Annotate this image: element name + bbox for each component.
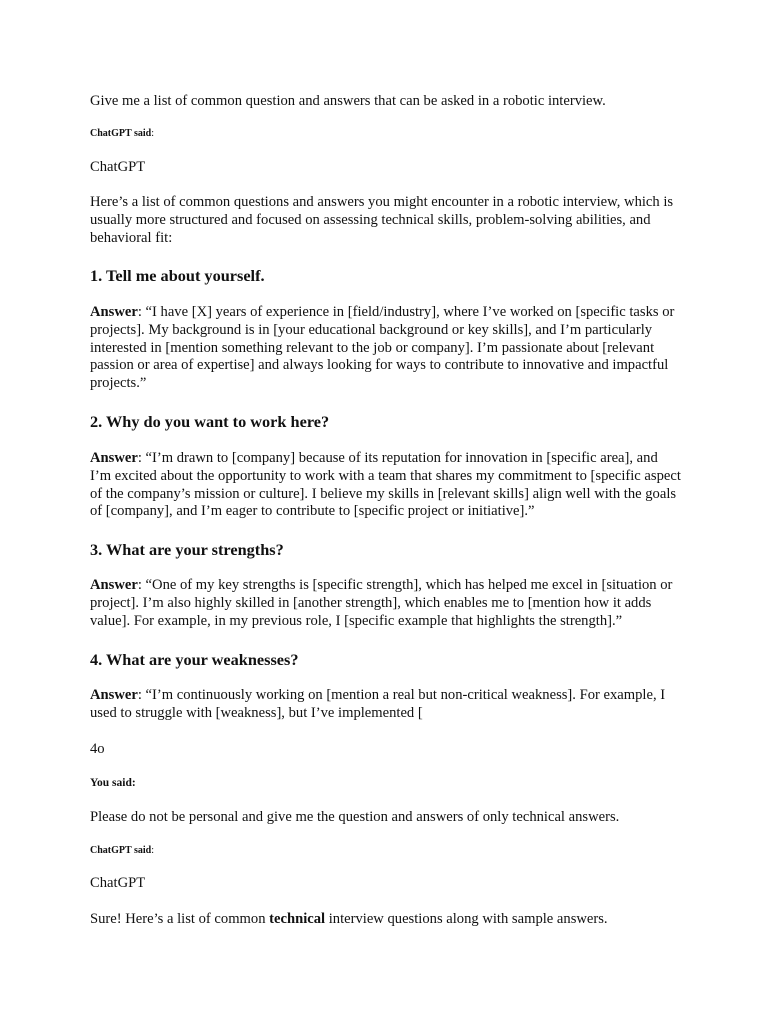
user-prompt-1: Give me a list of common question and answers that can be asked in a robotic interview. [90, 93, 606, 109]
chatgpt-said-text: ChatGPT said [90, 845, 152, 856]
you-said-label: You said: [90, 777, 136, 789]
model-tag: 4o [90, 741, 105, 757]
answer-label: Answer [90, 304, 138, 320]
answer-3 [90, 577, 682, 630]
answer-label: Answer [90, 450, 138, 466]
question-heading-2: 2. Why do you want to work here? [90, 412, 330, 431]
answer-text: : “I’m continuously working on [mention a real but non-critical weakness]. For example, I used to struggle with [weakness], but I’ve implemented [ [90, 687, 666, 721]
closing-before: Sure! Here’s a list of common [90, 911, 270, 927]
question-heading-4: 4. What are your weaknesses? [90, 650, 299, 669]
closing-sentence [90, 911, 682, 929]
answer-text: : “I’m drawn to [company] because of its reputation for innovation in [specific area], and I’m excited about the opportunity to work with a team that shares my commitment to [specific aspect of the company’s mission or culture]. I believe my skills in [relevant skills] align well with the goals of [company], and I’m eager to contribute to [specific project or initiative].” [90, 450, 681, 520]
chatgpt-name-1: ChatGPT [90, 159, 146, 175]
closing-bold: technical [269, 911, 326, 927]
user-prompt-2: Please do not be personal and give me the question and answers of only technical answers. [90, 809, 620, 825]
closing-after: interview questions along with sample answers. [325, 911, 608, 927]
question-heading-1: 1. Tell me about yourself. [90, 266, 265, 285]
answer-text: : “One of my key strengths is [specific strength], which has helped me excel in [situation or project]. I’m also highly skilled in [another strength], which enables me to [mention how it adds value]. For example, in my previous role, I [specific example that highlights the strength].” [90, 577, 673, 629]
answer-label: Answer [90, 577, 138, 593]
answer-2 [90, 450, 682, 521]
chatgpt-said-label-2: ChatGPT said: [90, 845, 155, 856]
question-heading-3: 3. What are your strengths? [90, 540, 284, 559]
answer-text: : “I have [X] years of experience in [field/industry], where I’ve worked on [specific tasks or projects]. My background is in [your educational background or key skills], and I’m particularly interested in [mention something relevant to the job or company]. I’m passionate about [relevant passion or area of expertise] and always looking for ways to contribute to innovative and impactful projects.” [90, 304, 675, 392]
chatgpt-name-2: ChatGPT [90, 875, 146, 891]
chatgpt-said-text: ChatGPT said [90, 128, 152, 139]
answer-4 [90, 687, 682, 723]
answer-1 [90, 304, 682, 393]
chatgpt-said-label-1: ChatGPT said: [90, 128, 155, 139]
answer-label: Answer [90, 687, 138, 703]
response-intro: Here’s a list of common questions and answers you might encounter in a robotic interview, which is usually more structured and focused on assessing technical skills, problem-solving abilities, and behavioral fit: [90, 194, 674, 246]
